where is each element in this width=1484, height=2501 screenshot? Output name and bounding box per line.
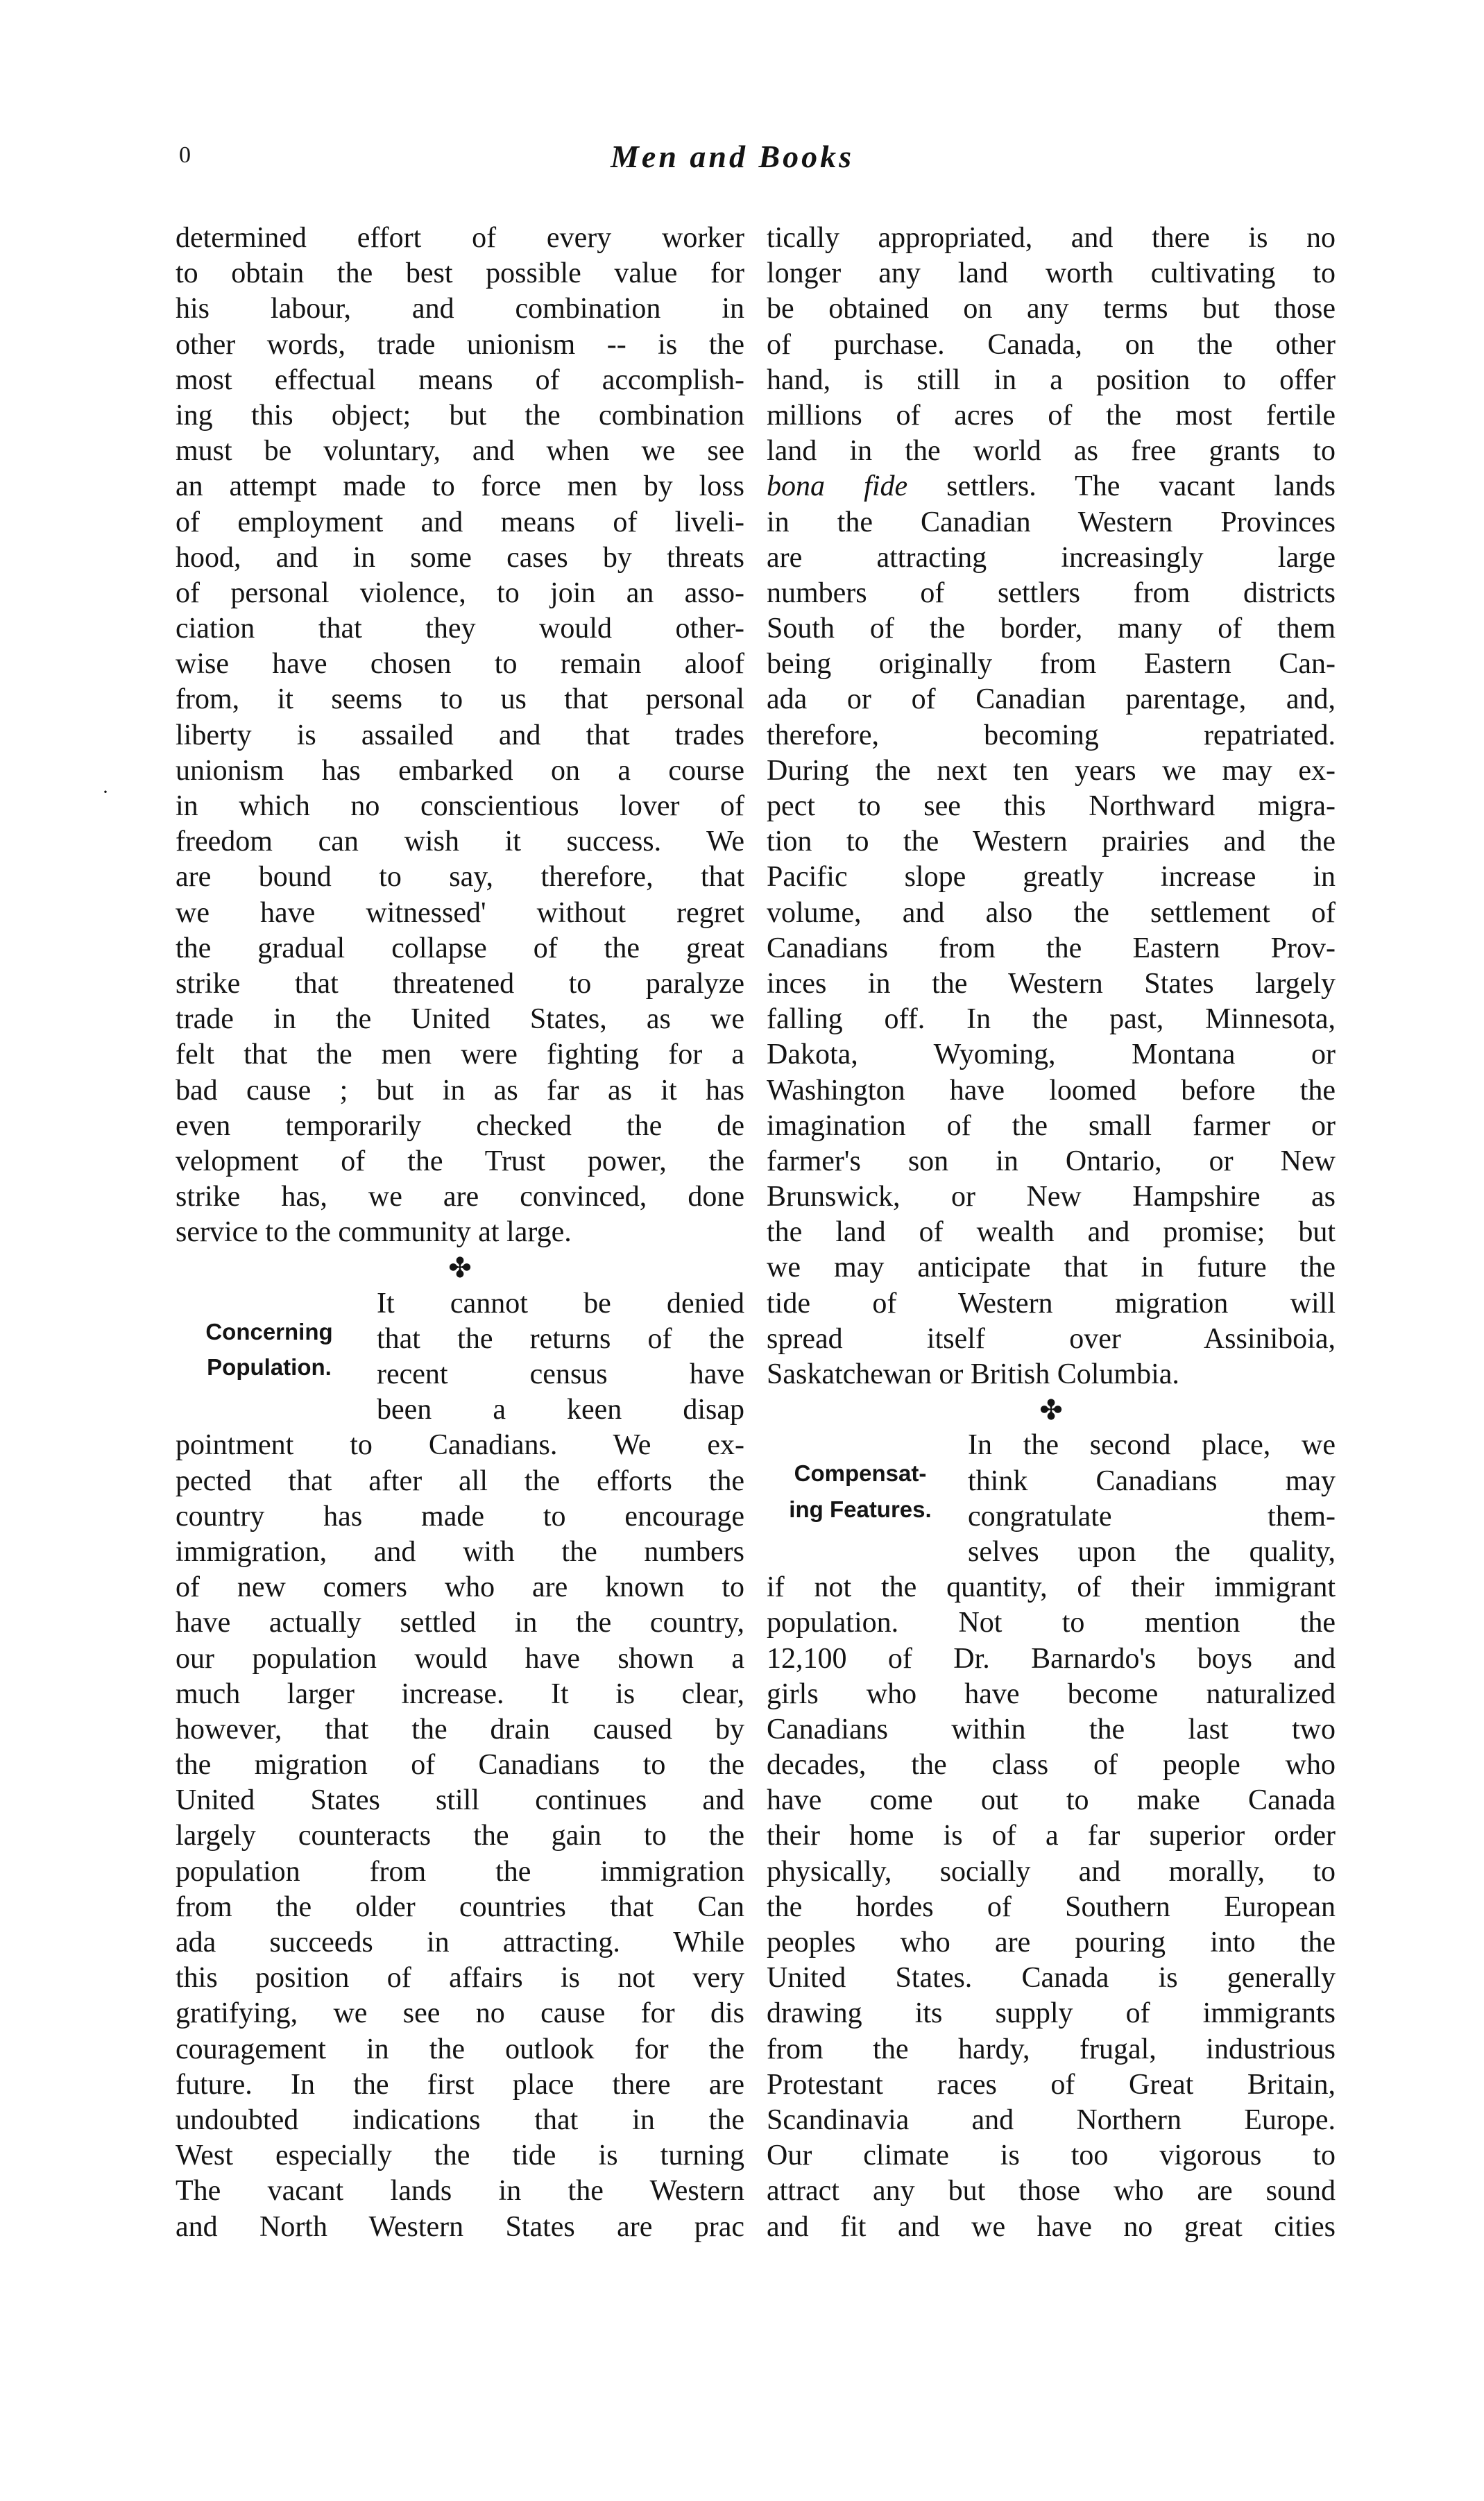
section-ornament: ✤ [1039,1394,1063,1426]
text-line: farmer's son in Ontario, or New [767,1145,1336,1177]
text-line [767,469,1336,504]
text-line: During the next ten years we may ex- [767,754,1336,787]
text-line: from, it seems to us that personal [176,683,744,716]
text-line: his labour, and combination in [176,293,744,325]
text-line: think Canadians may [968,1465,1336,1497]
text-line: strike has, we are convinced, done [176,1181,744,1213]
left-column [176,221,744,2245]
line-rest: settlers. The vacant lands [907,470,1336,503]
text-line: Dakota, Wyoming, Montana or [767,1039,1336,1071]
text-line: ada or of Canadian parentage, and, [767,683,1336,716]
section-opening-compensating [767,1428,1336,1570]
text-line: an attempt made to force men by loss [176,470,744,503]
text-line: to obtain the best possible value for [176,257,744,290]
text-line: drawing its supply of immigrants [767,1997,1336,2030]
text-line: inces in the Western States largely [767,967,1336,1000]
text-line: are attracting increasingly large [767,541,1336,574]
text-line: gratifying, we see no cause for dis [176,1997,744,2030]
text-line: tion to the Western prairies and the [767,826,1336,858]
text-line: tide of Western migration will [767,1287,1336,1320]
text-line: being originally from Eastern Can- [767,648,1336,681]
text-line: tically appropriated, and there is no [767,222,1336,254]
text-line: decades, the class of people who [767,1749,1336,1782]
section-ornament: ✤ [448,1252,472,1284]
text-line: that the returns of the [377,1322,744,1355]
text-line: spread itself over Assiniboia, [767,1322,1336,1355]
text-line: from the older countries that Can [176,1890,744,1923]
text-line: freedom can wish it success. We [176,826,744,858]
text-line: pected that after all the efforts the [176,1465,744,1497]
text-line: girls who have become naturalized [767,1678,1336,1710]
text-line: It cannot be denied [377,1287,744,1320]
text-line: Scandinavia and Northern Europe. [767,2103,1336,2136]
text-line: Saskatchewan or British Columbia. [767,1358,1179,1390]
text-line: largely counteracts the gain to the [176,1820,744,1852]
side-note-compensating [767,1456,954,1526]
text-line: ada succeeds in attracting. While [176,1927,744,1959]
italic-phrase: bona fide [767,470,908,503]
side-note-line: Concerning [205,1318,333,1345]
text-line: even temporarily checked the de [176,1109,744,1142]
text-line: in the Canadian Western Provinces [767,506,1336,538]
text-line: our population would have shown a [176,1642,744,1675]
text-line: volume, and also the settlement of [767,896,1336,929]
text-line: we have witnessed' without regret [176,896,744,929]
text-line: imagination of the small farmer or [767,1109,1336,1142]
text-line: Brunswick, or New Hampshire as [767,1181,1336,1213]
text-line: must be voluntary, and when we see [176,435,744,468]
text-line: have come out to make Canada [767,1784,1336,1817]
text-line: peoples who are pouring into the [767,1927,1336,1959]
text-line: numbers of settlers from districts [767,577,1336,609]
left-paragraph-top [176,221,744,1250]
margin-mark: · [102,780,109,803]
text-line: the gradual collapse of the great [176,932,744,964]
text-line: land in the world as free grants to [767,435,1336,468]
text-line: recent census have [377,1358,744,1390]
text-line: millions of acres of the most fertile [767,399,1336,432]
text-line: the hordes of Southern European [767,1890,1336,1923]
side-text [968,1428,1336,1570]
right-paragraph-top [767,221,1336,469]
text-line: and fit and we have no great cities [767,2210,1336,2243]
text-line: Washington have loomed before the [767,1074,1336,1107]
text-line: 12,100 of Dr. Barnardo's boys and [767,1642,1336,1675]
text-line: however, that the drain caused by [176,1713,744,1745]
text-line: we may anticipate that in future the [767,1252,1336,1284]
text-line: the migration of Canadians to the [176,1749,744,1782]
text-line: be obtained on any terms but those [767,293,1336,325]
text-line: trade in the United States, as we [176,1003,744,1036]
running-title: Men and Books [611,139,855,174]
text-line: of employment and means of liveli- [176,506,744,538]
text-line: Protestant races of Great Britain, [767,2068,1336,2101]
side-note-line: Population. [207,1354,332,1380]
text-line: other words, trade unionism -- is the [176,328,744,361]
running-header [0,139,1484,184]
text-line: ciation that they would other- [176,613,744,645]
text-line: the land of wealth and promise; but [767,1216,1336,1249]
text-line: undoubted indications that in the [176,2103,744,2136]
text-line: of purchase. Canada, on the other [767,328,1336,361]
text-line: wise have chosen to remain aloof [176,648,744,681]
text-line: longer any land worth cultivating to [767,257,1336,290]
text-line: their home is of a far superior order [767,1820,1336,1852]
text-line: ing this object; but the combination [176,399,744,432]
text-line: hood, and in some cases by threats [176,541,744,574]
text-line: pointment to Canadians. We ex- [176,1429,744,1462]
page-number: 0 [179,142,192,168]
text-line: of new comers who are known to [176,1571,744,1604]
text-line: in which no conscientious lover of [176,790,744,822]
text-line: been a keen disap [377,1394,744,1426]
text-line: United States still continues and [176,1784,744,1817]
text-line: pect to see this Northward migra- [767,790,1336,822]
text-line: unionism has embarked on a course [176,754,744,787]
text-line: felt that the men were fighting for a [176,1039,744,1071]
text-line: couragement in the outlook for the [176,2033,744,2065]
text-line: physically, socially and morally, to [767,1855,1336,1888]
right-column [767,221,1336,2245]
text-line: Pacific slope greatly increase in [767,861,1336,894]
text-line: immigration, and with the numbers [176,1535,744,1568]
text-line: attract any but those who are sound [767,2175,1336,2208]
text-line: country has made to encourage [176,1500,744,1533]
text-line: population from the immigration [176,1855,744,1888]
text-line: service to the community at large. [176,1216,572,1249]
text-line: Canadians from the Eastern Prov- [767,932,1336,964]
text-line: In the second place, we [968,1429,1336,1462]
text-line: determined effort of every worker [176,222,744,254]
text-line: future. In the first place there are [176,2068,744,2101]
text-line: velopment of the Trust power, the [176,1145,744,1177]
text-line: are bound to say, therefore, that [176,861,744,894]
text-line: congratulate them- [968,1500,1336,1533]
text-line: Our climate is too vigorous to [767,2140,1336,2172]
text-line: bad cause ; but in as far as it has [176,1074,744,1107]
text-line: and North Western States are prac [176,2210,744,2243]
text-line: strike that threatened to paralyze [176,967,744,1000]
side-note-population [176,1314,363,1385]
text-line: if not the quantity, of their immigrant [767,1571,1336,1604]
text-line: selves upon the quality, [968,1535,1336,1568]
section-opening-population [176,1286,744,1428]
text-line: The vacant lands in the Western [176,2175,744,2208]
text-line: have actually settled in the country, [176,1607,744,1639]
text-line: therefore, becoming repatriated. [767,719,1336,751]
text-line: of personal violence, to join an asso- [176,577,744,609]
side-text [377,1286,744,1428]
text-line: population. Not to mention the [767,1607,1336,1639]
right-paragraph-middle [767,505,1336,1393]
text-line: hand, is still in a position to offer [767,364,1336,396]
left-paragraph-bottom [176,1428,744,2244]
side-note-line: Compensat- [794,1460,927,1487]
text-line: Canadians within the last two [767,1713,1336,1745]
text-line: most effectual means of accomplish- [176,364,744,396]
text-line: West especially the tide is turning [176,2140,744,2172]
text-line: South of the border, many of them [767,613,1336,645]
text-line: this position of affairs is not very [176,1962,744,1995]
text-line: from the hardy, frugal, industrious [767,2033,1336,2065]
text-line: falling off. In the past, Minnesota, [767,1003,1336,1036]
text-line: United States. Canada is generally [767,1962,1336,1995]
side-note-line: ing Features. [789,1496,932,1522]
text-line: much larger increase. It is clear, [176,1678,744,1710]
right-paragraph-bottom [767,1570,1336,2245]
text-line: liberty is assailed and that trades [176,719,744,751]
